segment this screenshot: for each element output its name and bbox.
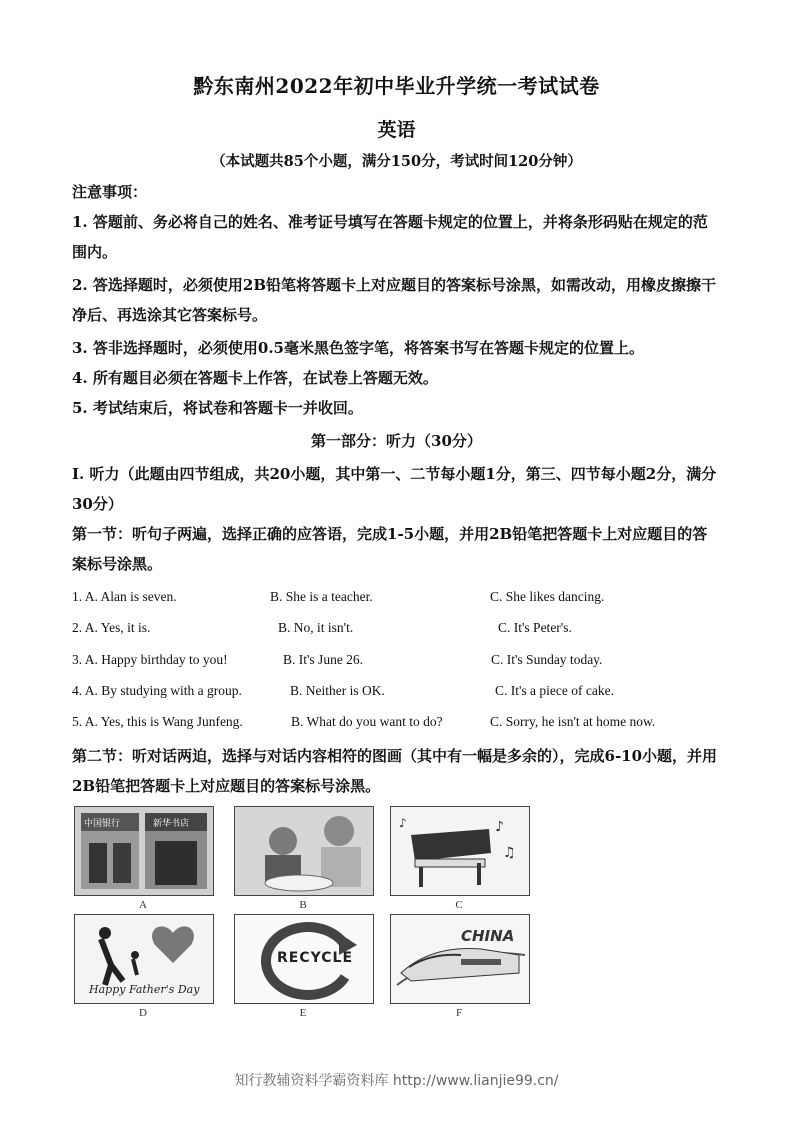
picture-label: C bbox=[455, 899, 463, 911]
piano-music-illustration bbox=[391, 807, 529, 895]
question-row bbox=[72, 589, 722, 609]
picture-label: B bbox=[299, 899, 307, 911]
option-b: B. Neither is OK. bbox=[290, 683, 385, 698]
option-b: B. What do you want to do? bbox=[291, 714, 443, 729]
footer-text: 知行教辅资料学霸资料库 http://www.lianjie99.cn/ bbox=[234, 1073, 559, 1089]
picture-e bbox=[234, 914, 374, 1004]
china-caption: CHINA bbox=[461, 927, 515, 945]
svg-text:♫: ♫ bbox=[503, 845, 516, 861]
bookstore-sign: 新华书店 bbox=[153, 819, 190, 829]
option-c: C. She likes dancing. bbox=[490, 589, 605, 604]
option-b: B. She is a teacher. bbox=[270, 589, 373, 604]
fathers-day-caption: Happy Father's Day bbox=[89, 983, 200, 996]
question-row bbox=[72, 620, 722, 640]
option-a: 3. A. Happy birthday to you! bbox=[72, 652, 228, 667]
section2-instructions: 第二节：听对话两迫，选择与对话内容相符的图画（其中有一幅是多余的），完成6-10小题，并用2B铅笔把答题卡上对应题目的答案标号涂黑。 bbox=[72, 747, 718, 795]
option-a: 2. A. Yes, it is. bbox=[72, 620, 151, 635]
section1-instructions: 第一节：听句子两遍，选择正确的应答语，完成1-5小题，并用2B铅笔把答题卡上对应题目的答案标号涂黑。 bbox=[72, 525, 708, 573]
family-dinner-illustration bbox=[235, 807, 373, 895]
picture-label: F bbox=[455, 1007, 463, 1019]
svg-text:♪: ♪ bbox=[495, 819, 504, 835]
picture-d bbox=[74, 914, 214, 1004]
notes-heading: 注意事项： bbox=[72, 183, 148, 201]
option-a: 5. A. Yes, this is Wang Junfeng. bbox=[72, 714, 243, 729]
note-item: 5. 考试结束后，将试卷和答题卡一并收回。 bbox=[72, 399, 363, 417]
option-c: C. It's a piece of cake. bbox=[495, 683, 615, 698]
picture-f bbox=[390, 914, 530, 1004]
subject-title: 英语 bbox=[377, 119, 416, 141]
note-item: 3. 答非选择题时，必须使用0.5毫米黑色签字笔，将答案书写在答题卡规定的位置上。 bbox=[72, 339, 644, 357]
picture-label: E bbox=[299, 1007, 307, 1019]
svg-text:♪: ♪ bbox=[399, 816, 407, 830]
picture-b bbox=[234, 806, 374, 896]
exam-info: （本试题共85个小题，满分150分，考试时间120分钟） bbox=[211, 153, 582, 170]
option-c: C. It's Peter's. bbox=[498, 620, 572, 635]
picture-label: D bbox=[139, 1007, 147, 1019]
option-a: 1. A. Alan is seven. bbox=[72, 589, 177, 604]
exam-title: 黔东南州2022年初中毕业升学统一考试试卷 bbox=[193, 74, 600, 98]
note-item: 2. 答选择题时，必须使用2B铅笔将答题卡上对应题目的答案标号涂黑，如需改动，用橡皮擦擦干净后、再选涂其它答案标号。 bbox=[72, 276, 717, 324]
option-b: B. No, it isn't. bbox=[278, 620, 354, 635]
picture-a bbox=[74, 806, 214, 896]
section-intro: Ⅰ. 听力（此题由四节组成，共20小题，其中第一、二节每小题1分，第三、四节每小题2分，满分30分） bbox=[72, 465, 717, 513]
part1-heading: 第一部分：听力（30分） bbox=[311, 432, 482, 450]
question-row bbox=[72, 714, 722, 734]
option-b: B. It's June 26. bbox=[283, 652, 364, 667]
picture-grid bbox=[72, 804, 540, 1022]
picture-label: A bbox=[139, 899, 147, 911]
notes bbox=[72, 177, 722, 423]
option-a: 4. A. By studying with a group. bbox=[72, 683, 242, 698]
question-row bbox=[72, 652, 722, 672]
option-c: C. Sorry, he isn't at home now. bbox=[490, 714, 656, 729]
picture-c bbox=[390, 806, 530, 896]
option-c: C. It's Sunday today. bbox=[491, 652, 603, 667]
note-item: 4. 所有题目必须在答题卡上作答，在试卷上答题无效。 bbox=[72, 369, 438, 387]
recycle-caption: RECYCLE bbox=[277, 950, 354, 966]
question-row bbox=[72, 683, 722, 703]
note-item: 1. 答题前、务必将自己的姓名、准考证号填写在答题卡规定的位置上，并将条形码贴在规定的范围内。 bbox=[72, 213, 708, 261]
bank-sign: 中国银行 bbox=[84, 819, 121, 829]
